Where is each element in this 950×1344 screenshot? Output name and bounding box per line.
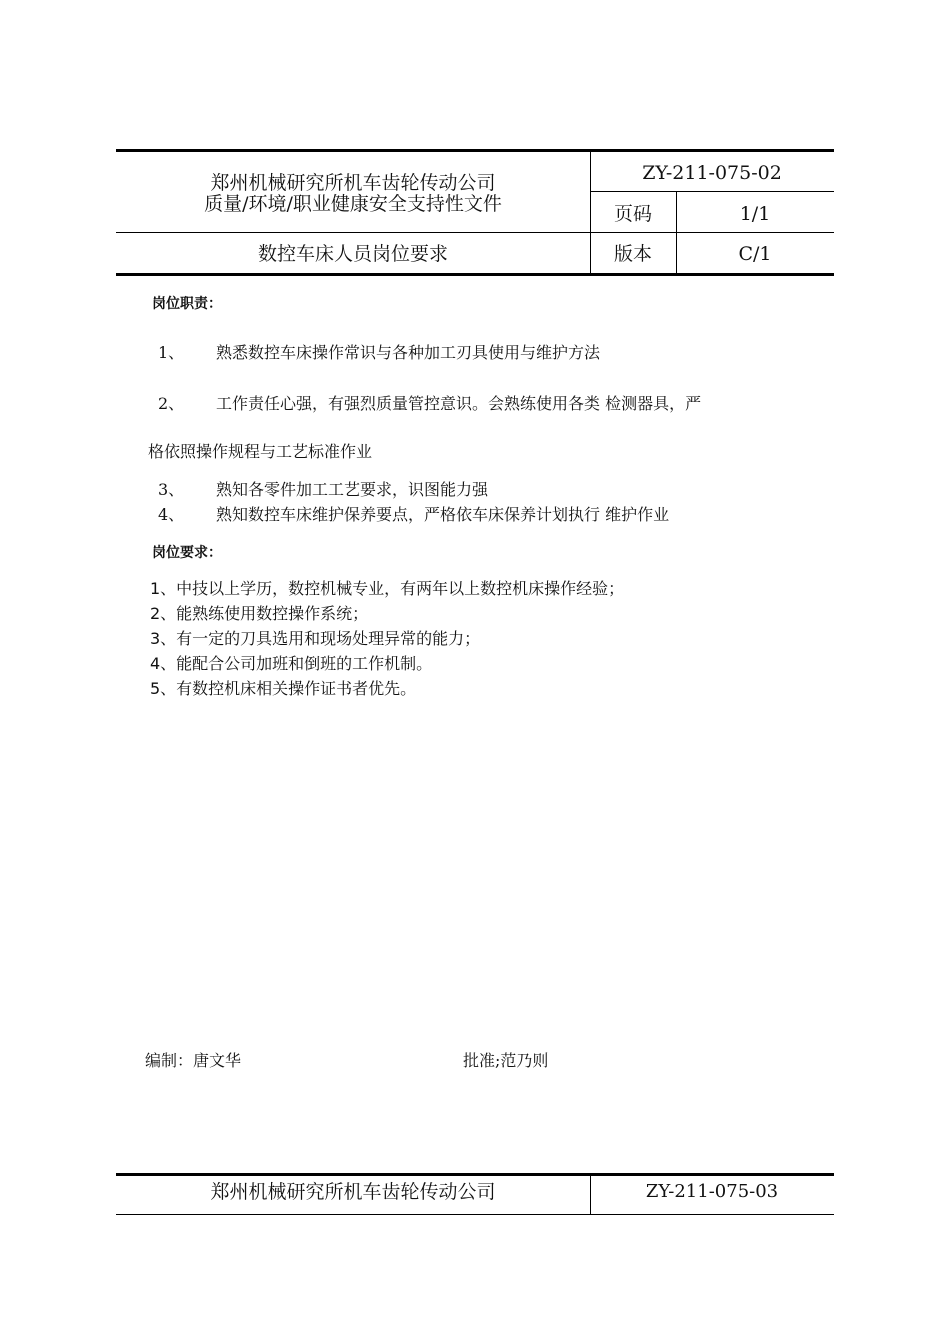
item-text: 熟知数控车床维护保养要点，严格依车床保养计划执行 维护作业 <box>216 505 670 524</box>
version-label: 版本 <box>613 243 652 265</box>
list-item-continuation <box>148 442 372 462</box>
item-text: 工作责任心强，有强烈质量管控意识。会熟练使用各类 检测器具，严 <box>216 394 702 413</box>
list-item <box>158 343 600 363</box>
item-text: 格依照操作规程与工艺标准作业 <box>148 442 373 461</box>
requirement-item: 1、中技以上学历，数控机械专业，有两年以上数控机床操作经验； <box>150 579 625 598</box>
list-item <box>158 480 488 500</box>
document-title: 数控车床人员岗位要求 <box>257 243 448 265</box>
duties-heading: 岗位职责： <box>152 296 222 312</box>
document-number: ZY-211-075-02 <box>642 162 782 184</box>
item-number: 1、 <box>158 343 185 362</box>
header-table <box>116 149 834 276</box>
footer-company: 郑州机械研究所机车齿轮传动公司 <box>210 1181 496 1203</box>
item-text: 熟悉数控车床操作常识与各种加工刃具使用与维护方法 <box>216 343 601 362</box>
approved-by: 批准;范乃则 <box>463 1051 549 1070</box>
compiled-by: 编制：唐文华 <box>145 1051 242 1070</box>
document-category: 质量/环境/职业健康安全支持性文件 <box>204 193 502 215</box>
requirement-item: 4、能配合公司加班和倒班的工作机制。 <box>150 654 433 673</box>
item-number: 2、 <box>158 394 185 413</box>
list-item <box>158 394 701 414</box>
list-item <box>158 505 669 525</box>
footer-document-number: ZY-211-075-03 <box>645 1181 779 1202</box>
requirement-item: 3、有一定的刀具选用和现场处理异常的能力； <box>150 629 481 648</box>
item-number: 3、 <box>158 480 185 499</box>
page-label: 页码 <box>613 203 652 225</box>
item-number: 4、 <box>158 505 185 524</box>
requirement-item: 2、能熟练使用数控操作系统； <box>150 604 369 623</box>
company-name: 郑州机械研究所机车齿轮传动公司 <box>210 172 496 194</box>
page-value: 1/1 <box>739 203 771 225</box>
divider <box>116 232 834 233</box>
requirements-heading: 岗位要求： <box>152 545 222 561</box>
footer-table <box>116 1173 834 1215</box>
requirement-item: 5、有数控机床相关操作证书者优先。 <box>150 679 417 698</box>
version-value: C/1 <box>738 243 772 265</box>
item-text: 熟知各零件加工工艺要求，识图能力强 <box>216 480 489 499</box>
divider <box>590 191 834 192</box>
